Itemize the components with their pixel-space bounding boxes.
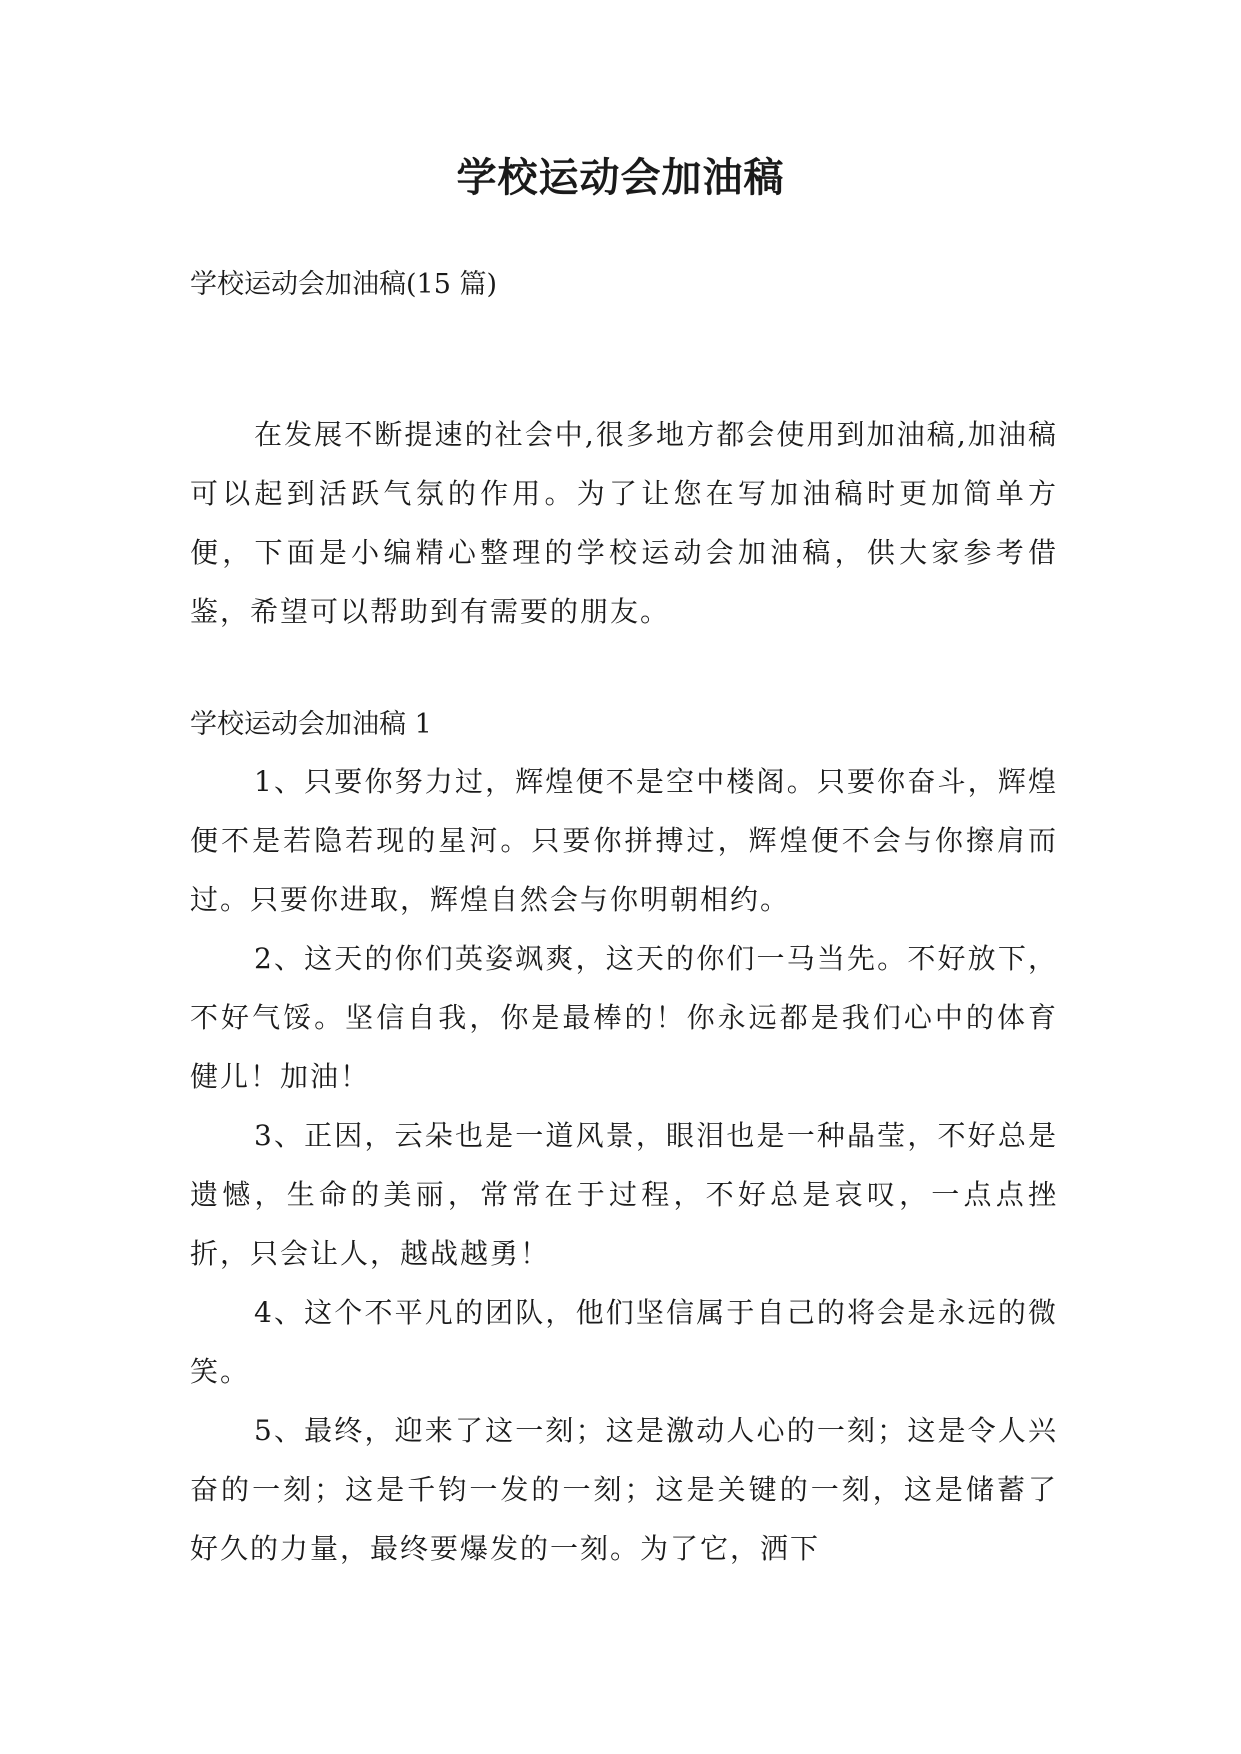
cheer-paragraph: 5、最终，迎来了这一刻；这是激动人心的一刻；这是令人兴奋的一刻；这是千钧一发的一刻；这是关键的一刻，这是储蓄了好久的力量，最终要爆发的一刻。为了它，洒下 bbox=[190, 1414, 1058, 1565]
cheer-paragraph: 2、这天的你们英姿飒爽，这天的你们一马当先。不好放下，不好气馁。坚信自我，你是最棒的！你永远都是我们心中的体育健儿！加油！ bbox=[190, 942, 1058, 1093]
document-subtitle: 学校运动会加油稿(15 篇) bbox=[190, 269, 498, 300]
cheer-paragraph: 4、这个不平凡的团队，他们坚信属于自己的将会是永远的微笑。 bbox=[190, 1296, 1058, 1388]
cheer-list bbox=[190, 752, 1058, 1578]
document-title: 学校运动会加油稿 bbox=[456, 155, 785, 201]
intro-paragraph: 在发展不断提速的社会中,很多地方都会使用到加油稿,加油稿可以起到活跃气氛的作用。为了让您在写加油稿时更加简单方便，下面是小编精心整理的学校运动会加油稿，供大家参考借鉴，希望可以帮助到有需要的朋友。 bbox=[190, 418, 1058, 628]
cheer-paragraph: 3、正因，云朵也是一道风景，眼泪也是一种晶莹，不好总是遗憾，生命的美丽，常常在于过程，不好总是哀叹，一点点挫折，只会让人，越战越勇！ bbox=[190, 1119, 1058, 1270]
cheer-paragraph: 1、只要你努力过，辉煌便不是空中楼阁。只要你奋斗，辉煌便不是若隐若现的星河。只要你拼搏过，辉煌便不会与你擦肩而过。只要你进取，辉煌自然会与你明朝相约。 bbox=[190, 765, 1058, 916]
section-heading: 学校运动会加油稿 1 bbox=[190, 709, 432, 740]
